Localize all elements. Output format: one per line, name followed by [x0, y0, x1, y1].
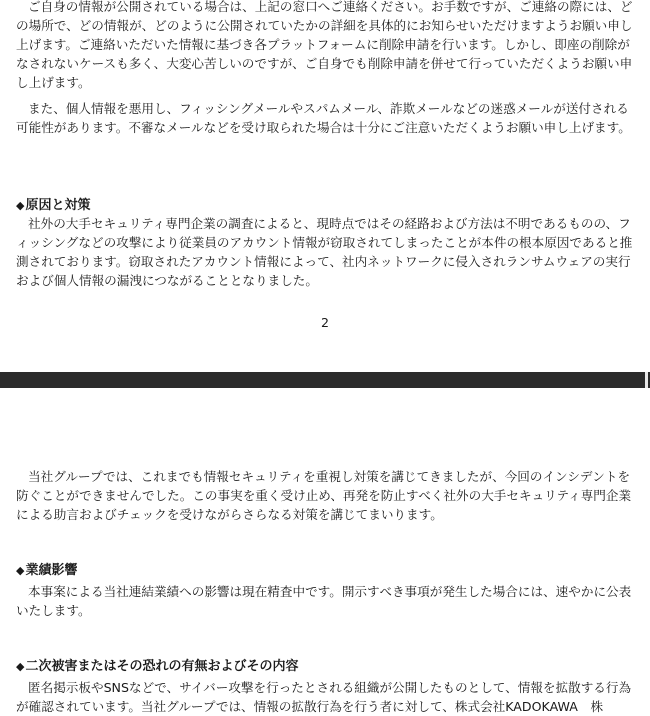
- body-paragraph-countermeasures: 当社グループでは、これまでも情報セキュリティを重視し対策を講じてきましたが、今回のインシデントを防ぐことができませんでした。この事実を重く受け止め、再発を防止すべく社外の大手セキュリティ専門企業による助言およびチェックを受けながらさらなる対策を講じてまいります。: [16, 469, 632, 522]
- diamond-bullet-icon: ◆: [16, 564, 25, 577]
- body-paragraph-cause: 社外の大手セキュリティ専門企業の調査によると、現時点ではその経路および方法は不明であるものの、フィッシングなどの攻撃により従業員のアカウント情報が窃取されてしまったことが本件の根本原因であると推測されております。窃取されたアカウント情報によって、社内ネットワークに侵入されランサムウェアの実行および個人情報の漏洩につながることとなりました。: [16, 216, 633, 288]
- section-heading-performance-label: 業績影響: [25, 563, 78, 578]
- diamond-bullet-icon: ◆: [16, 199, 25, 212]
- section-heading-cause-label: 原因と対策: [25, 198, 91, 213]
- section-heading-cause: [16, 196, 90, 215]
- scrollbar-edge: [645, 372, 648, 388]
- page-separator: [0, 372, 650, 388]
- body-paragraph-secondary-damage: 匿名掲示板やSNSなどで、サイバー攻撃を行ったとされる組織が公開したものとして、情報を拡散する行為が確認されています。当社グループでは、情報の拡散行為を行う者に対して、株式会社KADOKAWA 株: [16, 680, 632, 714]
- section-heading-secondary-label: 二次被害またはその恐れの有無およびその内容: [25, 659, 299, 674]
- body-paragraph-performance: 本事案による当社連結業績への影響は現在精査中です。開示すべき事項が発生した場合には、速やかに公表いたします。: [16, 584, 632, 618]
- document-page-3: [0, 388, 650, 714]
- page-number: 2: [320, 315, 329, 330]
- body-paragraph-removal-request: ご自身の情報が公開されている場合は、上記の窓口へご連絡ください。お手数ですが、ご連絡の際には、どの場所で、どの情報が、どのように公開されていたかの詳細を具体的にお知らせいただけますようお願い申し上げます。ご連絡いただいた情報に基づき各プラットフォームに削除申請を行います。しかし、即座の削除がなされないケースも多く、大変心苦しいのですが、ご自身でも削除申請を併せて行っていただくようお願い申し上げます。: [16, 0, 633, 90]
- section-heading-secondary-damage: [16, 657, 298, 676]
- body-paragraph-phishing-warning: また、個人情報を悪用し、フィッシングメールやスパムメール、詐欺メールなどの迷惑メールが送付される可能性があります。不審なメールなどを受け取られた場合は十分にご注意いただくようお願い申し上げます。: [16, 101, 631, 135]
- section-heading-performance: [16, 561, 77, 580]
- diamond-bullet-icon: ◆: [16, 660, 25, 673]
